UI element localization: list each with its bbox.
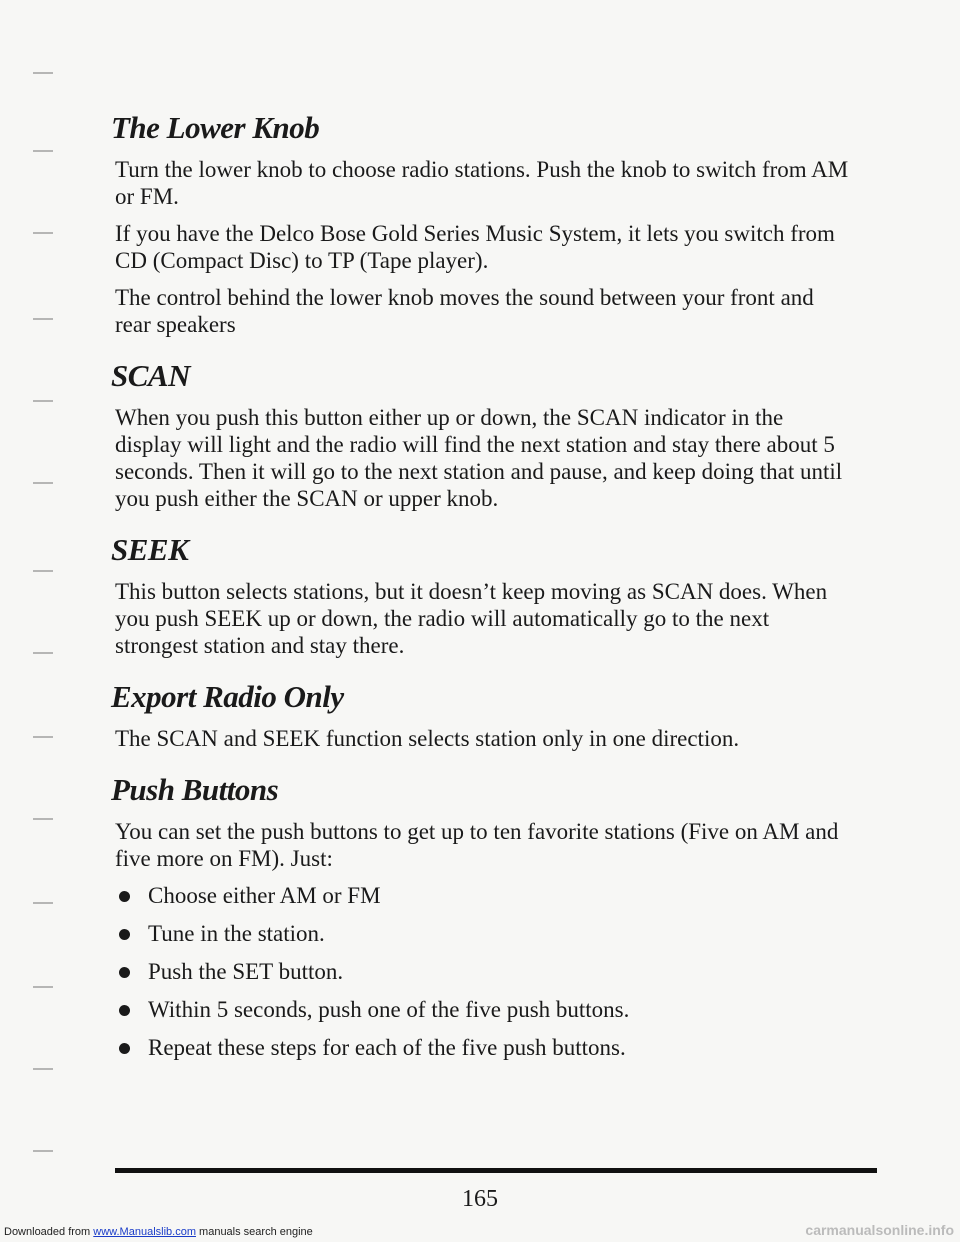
section-heading: Export Radio Only [111,679,344,714]
watermark: carmanualsonline.info [805,1222,954,1238]
section-lower-knob [111,110,855,338]
list-item: Repeat these steps for each of the five push buttons. [115,1034,855,1061]
list-item: Push the SET button. [115,958,855,985]
page-content [111,110,855,1081]
margin-tick [33,150,53,152]
manualslib-link[interactable]: www.Manualslib.com [93,1226,196,1238]
page-number: 165 [462,1186,498,1212]
margin-tick [33,570,53,572]
list-item: Choose either AM or FM [115,882,855,909]
section-heading: The Lower Knob [111,110,320,145]
paragraph: You can set the push buttons to get up to ten favorite stations (Five on AM and five more on FM). Just: [115,819,839,871]
margin-tick [33,902,53,904]
paragraph: The control behind the lower knob moves the sound between your front and rear speakers [115,285,814,337]
paragraph: If you have the Delco Bose Gold Series Music System, it lets you switch from CD (Compact Disc) to TP (Tape player). [115,221,835,273]
bullet-list [115,882,855,1061]
section-export-radio [111,679,855,752]
section-seek [111,532,855,659]
section-push-buttons [111,772,855,1061]
list-item: Tune in the station. [115,920,855,947]
footer-rule [115,1168,877,1173]
paragraph: The SCAN and SEEK function selects station only in one direction. [115,726,740,751]
margin-tick [33,72,53,74]
margin-tick [33,232,53,234]
download-prefix: Downloaded from [4,1226,94,1238]
section-heading: SCAN [111,358,190,393]
margin-tick [33,1068,53,1070]
section-scan [111,358,855,512]
section-heading: Push Buttons [111,772,279,807]
margin-tick [33,1150,53,1152]
download-suffix: manuals search engine [195,1226,313,1238]
download-notice [4,1226,313,1238]
paragraph: This button selects stations, but it doesn’t keep moving as SCAN does. When you push SEEK up or down, the radio will automatically go to the next strongest station and stay there. [115,579,828,658]
paragraph: When you push this button either up or down, the SCAN indicator in the display will light and the radio will find the next station and stay there about 5 seconds. Then it will go to the next station and pause, and keep doing that until you push either the SCAN or upper knob. [115,405,843,511]
paragraph: Turn the lower knob to choose radio stations. Push the knob to switch from AM or FM. [115,157,849,209]
margin-tick [33,482,53,484]
margin-tick [33,736,53,738]
list-item: Within 5 seconds, push one of the five push buttons. [115,996,855,1023]
margin-tick [33,318,53,320]
section-heading: SEEK [111,532,189,567]
margin-tick [33,986,53,988]
margin-tick [33,818,53,820]
margin-tick [33,400,53,402]
margin-tick [33,652,53,654]
